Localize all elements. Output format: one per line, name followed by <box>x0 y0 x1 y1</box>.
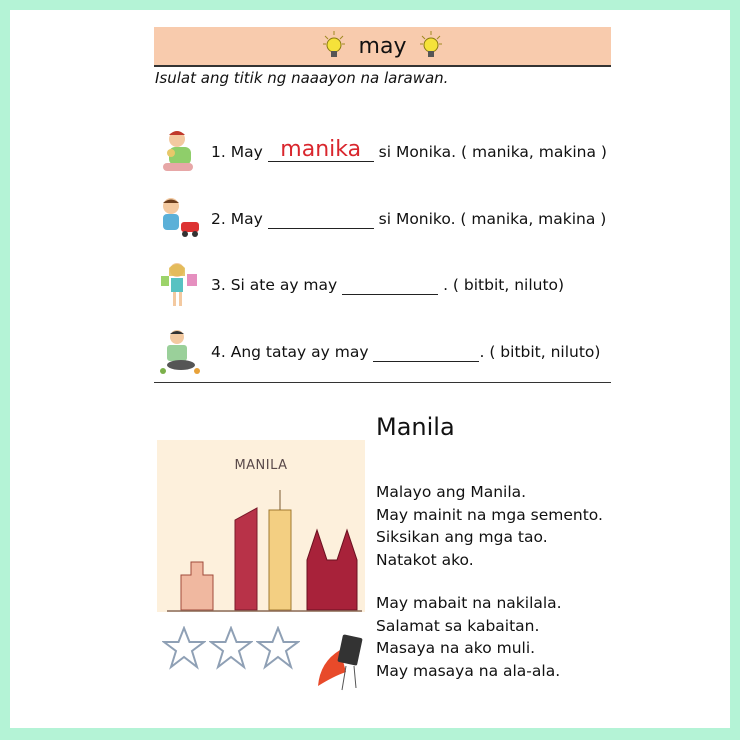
item-prefix: 4. Ang tatay ay may <box>211 343 369 361</box>
father-cooking-image <box>155 327 205 377</box>
instruction: Isulat ang titik ng naaayon na larawan. <box>155 69 449 87</box>
star-icon[interactable] <box>256 626 300 670</box>
manila-skyline-image <box>157 440 365 612</box>
lightbulb-icon <box>420 31 442 61</box>
story-line: Natakot ako. <box>376 550 474 569</box>
item-prefix: 1. May <box>211 143 263 161</box>
answer-blank[interactable] <box>268 136 374 162</box>
item-prefix: 2. May <box>211 210 263 228</box>
exercise-item-2 <box>155 194 606 244</box>
item-suffix: si Moniko. ( manika, makina ) <box>378 210 607 228</box>
star-icon[interactable] <box>162 626 206 670</box>
girl-with-doll-image <box>155 127 205 177</box>
exercise-item-4 <box>155 327 600 377</box>
star-icon[interactable] <box>209 626 253 670</box>
lightbulb-icon <box>323 31 345 61</box>
star-rating[interactable] <box>162 626 300 670</box>
story-line: Masaya na ako muli. <box>376 639 536 657</box>
story-stanza-1 <box>376 481 603 571</box>
section-divider <box>154 382 611 383</box>
item-suffix: si Monika. ( manika, makina ) <box>378 143 607 161</box>
story-line: Malayo ang Manila. <box>376 483 527 501</box>
answer-blank[interactable] <box>342 276 438 295</box>
superhero-book-icon <box>316 632 368 694</box>
item-prefix: 3. Si ate ay may <box>211 276 338 294</box>
poster-label: MANILA <box>234 458 288 473</box>
answer-blank[interactable] <box>373 343 479 362</box>
item-suffix: . ( bitbit, niluto) <box>443 276 565 294</box>
story-title: Manila <box>376 413 455 441</box>
answer-text: manika <box>280 136 362 162</box>
answer-blank[interactable] <box>268 210 374 229</box>
skyline-illustration <box>157 480 365 612</box>
lesson-title: may <box>358 34 407 59</box>
story-line: Salamat sa kabaitan. <box>376 616 540 635</box>
exercise-item-3 <box>155 260 564 310</box>
boy-with-toy-car-image <box>155 194 205 244</box>
story-line: May mainit na mga semento. <box>376 505 603 524</box>
story-line: May mabait na nakilala. <box>376 594 562 612</box>
story-stanza-2 <box>376 592 562 682</box>
exercise-item-1 <box>155 127 607 177</box>
item-suffix: . ( bitbit, niluto) <box>479 343 601 361</box>
girl-with-bags-image <box>155 260 205 310</box>
story-line: Siksikan ang mga tao. <box>376 528 548 546</box>
title-banner <box>154 27 611 67</box>
story-line: May masaya na ala-ala. <box>376 661 561 680</box>
